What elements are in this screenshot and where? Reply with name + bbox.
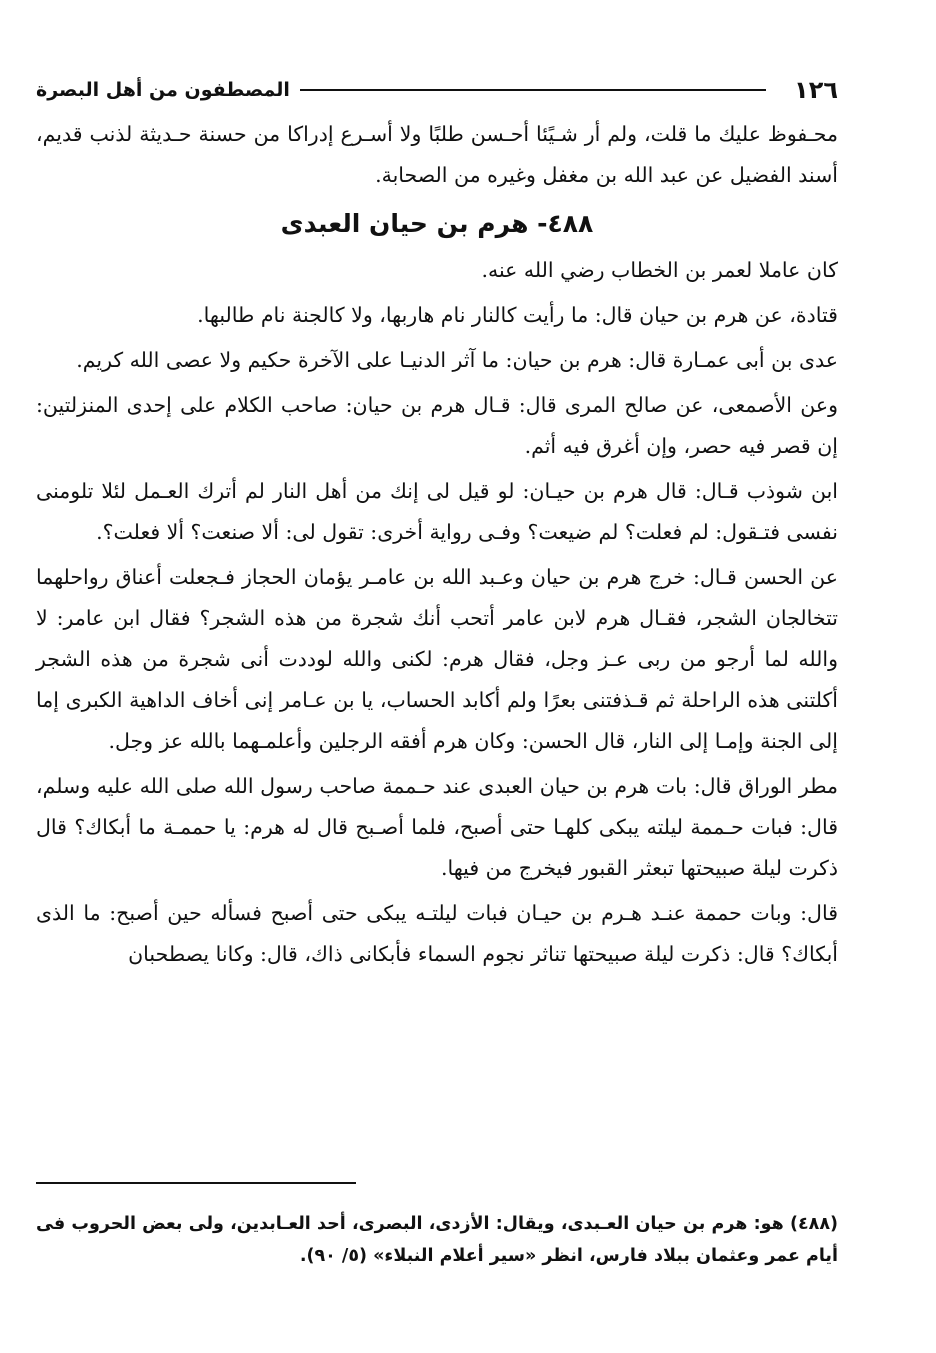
entry-paragraph: ابن شوذب قـال: قال هرم بن حيـان: لو قيل لى إنك من أهل النار لم أترك العـمل لئلا تلومنى نفسى فتـقول: لم فعلت؟ لم ضيعت؟ وفـى رواية أخرى: تقول لى: ألا صنعت؟ ألا فعلت؟. [36,479,838,544]
body-text [36,114,838,975]
entry-paragraph: قال: وبات حممة عنـد هـرم بن حيـان فبات ليلتـه يبكى حتى أصبح فسأله حين أصبح: ما الذى أبكاك؟ قال: ذكرت ليلة صبيحتها تناثر نجوم السماء فأبكانى ذاك، قال: وكانا يصطحبان [36,901,838,966]
entry-paragraph: عن الحسن قـال: خرج هرم بن حيان وعـبد الله بن عامـر يؤمان الحجاز فـجعلت أعناق رواحلهما تتخالجان الشجر، فقـال هرم لابن عامر أتحب أنك شجرة من هذه الشجر؟ فقال ابن عامر: لا والله لما أرجو من ربى عـز وجل، فقال هرم: لكنى والله لوددت أنى شجرة من هذه الشجر أكلتنى هذه الراحلة ثم قـذفتنى بعرًا ولم أكابد الحساب، يا بن عـامر إنى أخاف الداهية الكبرى إما إلى الجنة وإمـا إلى النار، قال الحسن: وكان هرم أفقه الرجلين وأعلمـهما بالله عز وجل. [36,565,838,753]
entry-title: ٤٨٨- هرم بن حيان العبدى [280,209,594,238]
page-number: ١٢٦ [794,76,838,104]
entry-paragraph: كان عاملا لعمر بن الخطاب رضي الله عنه. [481,258,838,282]
entry-paragraph: قتادة، عن هرم بن حيان قال: ما رأيت كالنار نام هاربها، ولا كالجنة نام طالبها. [197,303,838,327]
footnote-rule [36,1182,356,1184]
continuation-paragraph: محـفوظ عليك ما قلت، ولم أر شـيًئا أحـسن طلبًا ولا أسـرع إدراكا من حسنة حـديثة لذنب قديم، أسند الفضيل عن عبد الله بن مغفل وغيره من الصحابة. [36,122,838,187]
running-title: المصطفون من أهل البصرة [36,79,290,101]
entry-paragraph: عدى بن أبى عمـارة قال: هرم بن حيان: ما آثر الدنيـا على الآخرة حكيم ولا عصى الله كريم. [76,348,838,372]
entry-paragraph: وعن الأصمعى، عن صالح المرى قال: قـال هرم بن حيان: صاحب الكلام على إحدى المنزلتين: إن قصر فيه حصر، وإن أغرق فيه أثم. [36,393,838,458]
entry-paragraph: مطر الوراق قال: بات هرم بن حيان العبدى عند حـممة صاحب رسول الله صلى الله عليه وسلم، قال: فبات حـممة ليلته يبكى كلهـا حتى أصبح، فلما أصـبح قال له هرم: يا حممـة ما أبكاك؟ قال ذكرت ليلة صبيحتها تبعثر القبور فيخرج من فيها. [36,774,838,880]
document-page [36,70,838,1340]
footnote: (٤٨٨) هو: هرم بن حيان العـبدى، ويقال: الأزدى، البصرى، أحد العـابدين، ولى بعض الحروب فى أيام عمر وعثمان ببلاد فارس، انظر «سير أعلام النبلاء» (٥/ ٩٠). [36,1213,838,1266]
page-header [36,70,838,110]
header-rule [300,89,766,91]
